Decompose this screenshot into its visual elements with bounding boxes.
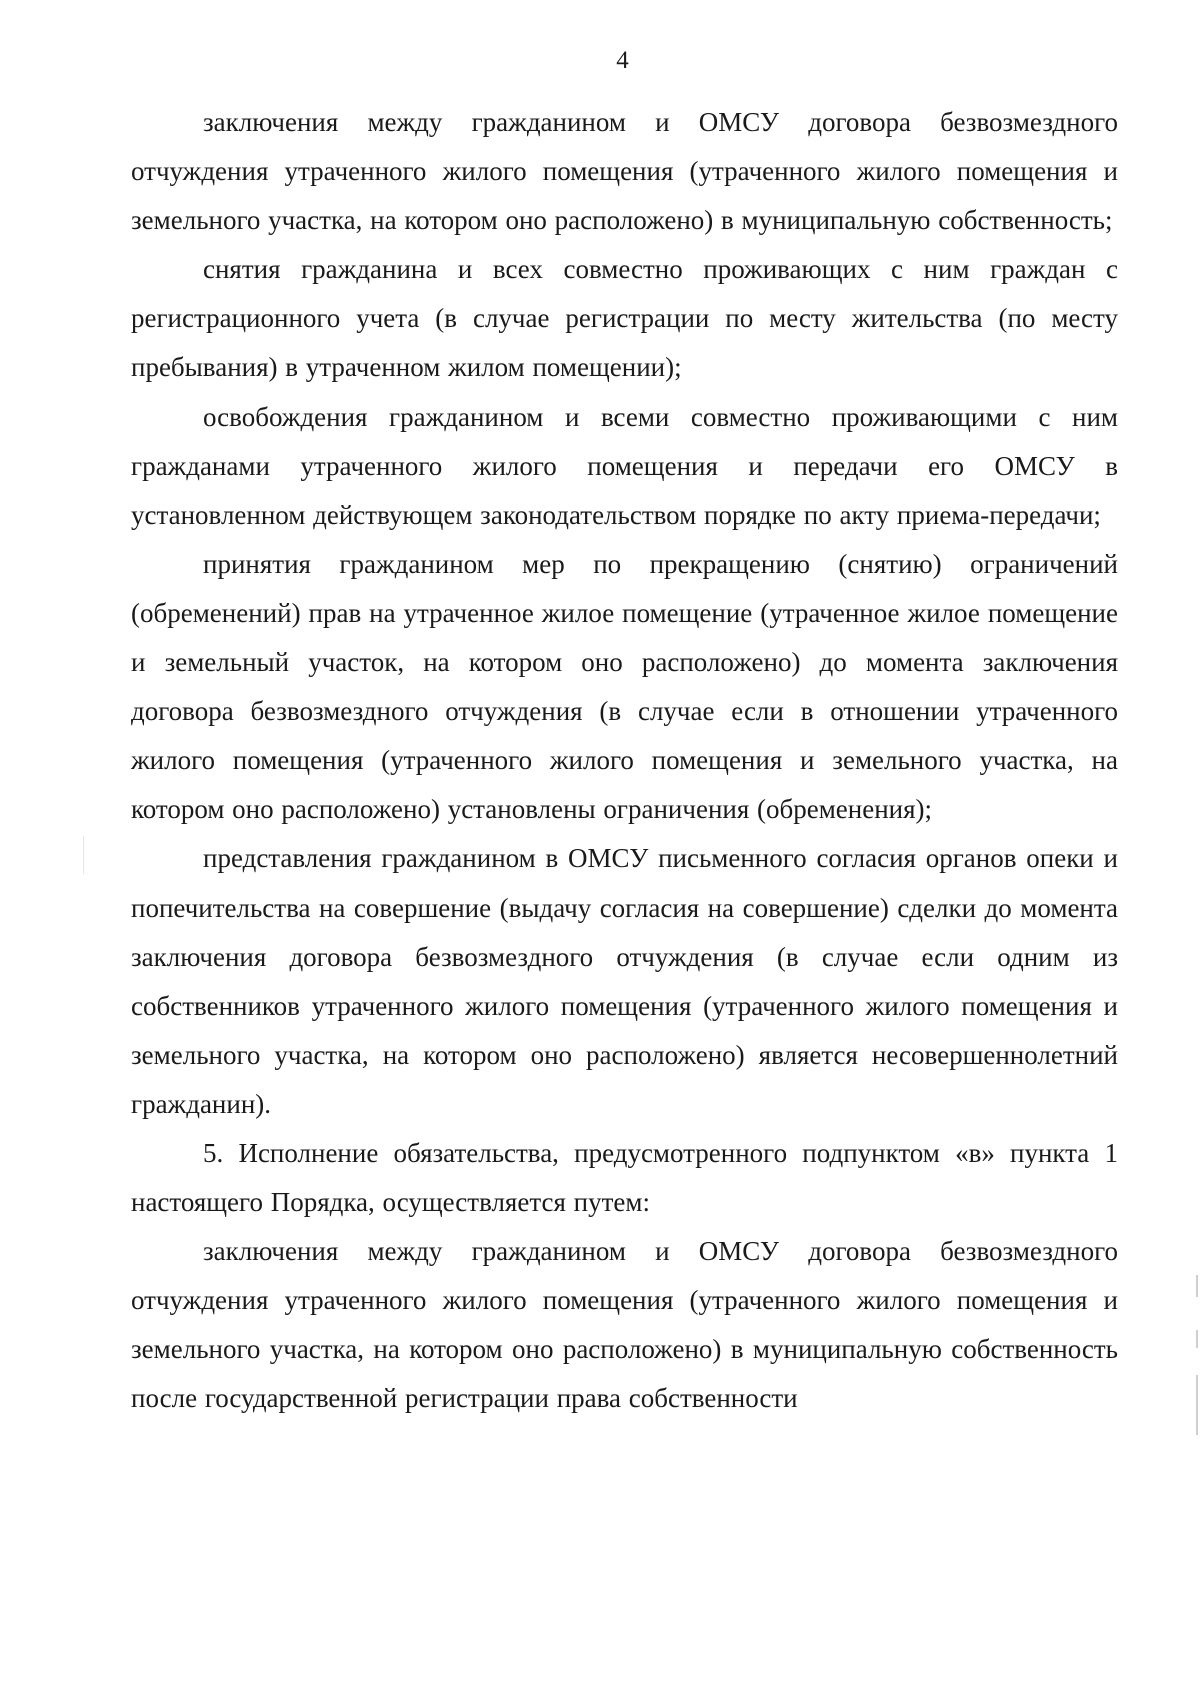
paragraph-deregistration: снятия гражданина и всех совместно проживающих с ним граждан с регистрационного учета (в случае регистрации по месту жительства (по месту пребывания) в утраченном жилом помещении); — [131, 254, 1118, 383]
paragraph-vacating-premises: освобождения гражданином и всеми совместно проживающими с ним гражданами утраченного жилого помещения и передачи его ОМСУ в установленном действующем законодательством порядке по акту приема-передачи; — [131, 401, 1118, 530]
paragraph-section-5: 5. Исполнение обязательства, предусмотренного подпунктом «в» пункта 1 настоящего Порядка, осуществляется путем: — [131, 1137, 1118, 1218]
paragraph-contract-after-registration: заключения между гражданином и ОМСУ договора безвозмездного отчуждения утраченного жилого помещения (утраченного жилого помещения и земельного участка, на котором оно расположено) в муниципальную собственность после государственной регистрации права собственности — [131, 1236, 1118, 1414]
page-number: 4 — [616, 47, 629, 74]
paragraph-removal-of-encumbrances: принятия гражданином мер по прекращению (снятию) ограничений (обременений) прав на утраченное жилое помещение (утраченное жилое помещение и земельный участок, на котором оно расположено) до момента заключения договора безвозмездного отчуждения (в случае если в отношении утраченного жилого помещения (утраченного жилого помещения и земельного участка, на котором оно расположено) установлены ограничения (обременения); — [131, 548, 1118, 825]
scan-artifact-right — [1196, 1330, 1198, 1348]
scan-artifact-right — [1196, 1375, 1198, 1435]
scan-artifact-left — [83, 836, 84, 874]
document-body — [131, 98, 1118, 1424]
paragraph-guardianship-consent: представления гражданином в ОМСУ письменного согласия органов опеки и попечительства на совершение (выдачу согласия на совершение) сделки до момента заключения договора безвозмездного отчуждения (в случае если одним из собственников утраченного жилого помещения (утраченного жилого помещения и земельного участка, на котором оно расположено) является несовершеннолетний гражданин). — [131, 843, 1118, 1119]
paragraph-contract-conclusion: заключения между гражданином и ОМСУ договора безвозмездного отчуждения утраченного жилого помещения (утраченного жилого помещения и земельного участка, на котором оно расположено) в муниципальную собственность; — [131, 107, 1118, 236]
scan-artifact-right — [1196, 1275, 1198, 1297]
